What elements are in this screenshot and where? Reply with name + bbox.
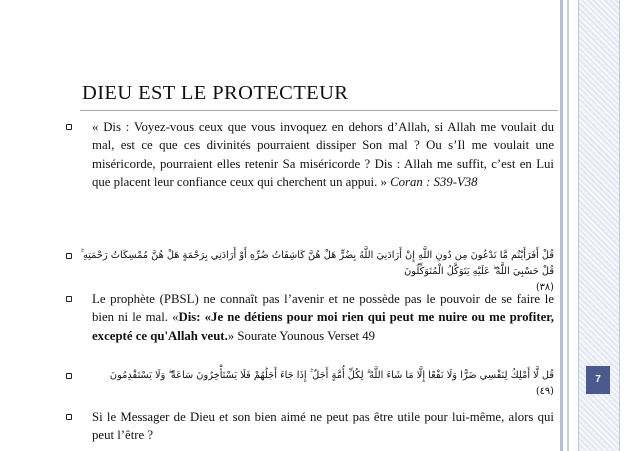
bullet-text: Si le Messager de Dieu et son bien aimé ne peut pas être utile pour lui-même, alors qui peut l’être ? (92, 410, 554, 443)
bullet-text: « Dis : Voyez-vous ceux que vous invoquez en dehors d’Allah, si Allah me voulait du mal, est ce que ces divinités pourraient dissiper Son mal ? Ou s’Il me voulait une miséricorde, pourraient elles retenir Sa miséricorde ? Dis : Allah me suffit, c’est en Lui que placent leur confiance ceux qui cherchent un appui. » (92, 120, 554, 190)
bullet-verse-arabic (66, 248, 554, 293)
square-bullet-icon (66, 124, 72, 130)
bullet-intro-text: Le prophète (PBSL) ne connaît pas l’avenir et ne possède pas le pouvoir de se faire le bien ni le mal. « (92, 292, 554, 325)
decorative-stripe-thin (567, 0, 569, 451)
bullet-citation: Coran : S39-V38 (390, 175, 478, 190)
bullet-verse-arabic-2 (66, 368, 554, 408)
slide-title: DIEU EST LE PROTECTEUR (82, 82, 349, 104)
square-bullet-icon (66, 253, 72, 259)
verse-number: (٣٨) (535, 282, 554, 293)
arabic-verse-text: قُل لَّا أَمْلِكُ لِنَفْسِي ضَرًّا وَلَا نَفْعًا إِلَّا مَا شَاءَ اللَّهُ ۗ لِكُلِّ أُمَّةٍ أَجَلٌ ۚ إِذَا جَاءَ أَجَلُهُمْ فَلَا يَسْتَأْخِرُونَ سَاعَةً ۖ وَلَا يَسْتَقْدِمُونَ (109, 370, 554, 381)
bullet-quote-french (66, 118, 554, 248)
bullet-bold-quote: Dis: «Je ne détiens pour moi rien qui peut me nuire ou me profiter, excepté ce qu'Allah veut. (92, 310, 554, 343)
slide-number-badge: 7 (586, 366, 610, 394)
square-bullet-icon (66, 414, 72, 420)
verse-number: (٤٩) (535, 386, 554, 397)
square-bullet-icon (66, 296, 72, 302)
slide-content (66, 118, 554, 445)
decorative-stripe (560, 0, 563, 451)
bullet-conclusion (66, 408, 554, 445)
bullet-prophet-statement (66, 290, 554, 368)
arabic-verse-text: قُلْ أَفَرَأَيْتُم مَّا تَدْعُونَ مِن دُونِ اللَّهِ إِنْ أَرَادَنِيَ اللَّهُ بِضُرٍّ هَلْ هُنَّ كَاشِفَاتُ ضُرِّهِ أَوْ أَرَادَنِي بِرَحْمَةٍ هَلْ هُنَّ مُمْسِكَاتُ رَحْمَتِهِ ۚ قُلْ حَسْبِيَ اللَّهُ ۖ عَلَيْهِ يَتَوَكَّلُ الْمُتَوَكِّلُونَ (80, 250, 554, 277)
bullet-source-text: » Sourate Younous Verset 49 (227, 328, 376, 343)
square-bullet-icon (66, 373, 72, 379)
title-underline (80, 110, 558, 111)
